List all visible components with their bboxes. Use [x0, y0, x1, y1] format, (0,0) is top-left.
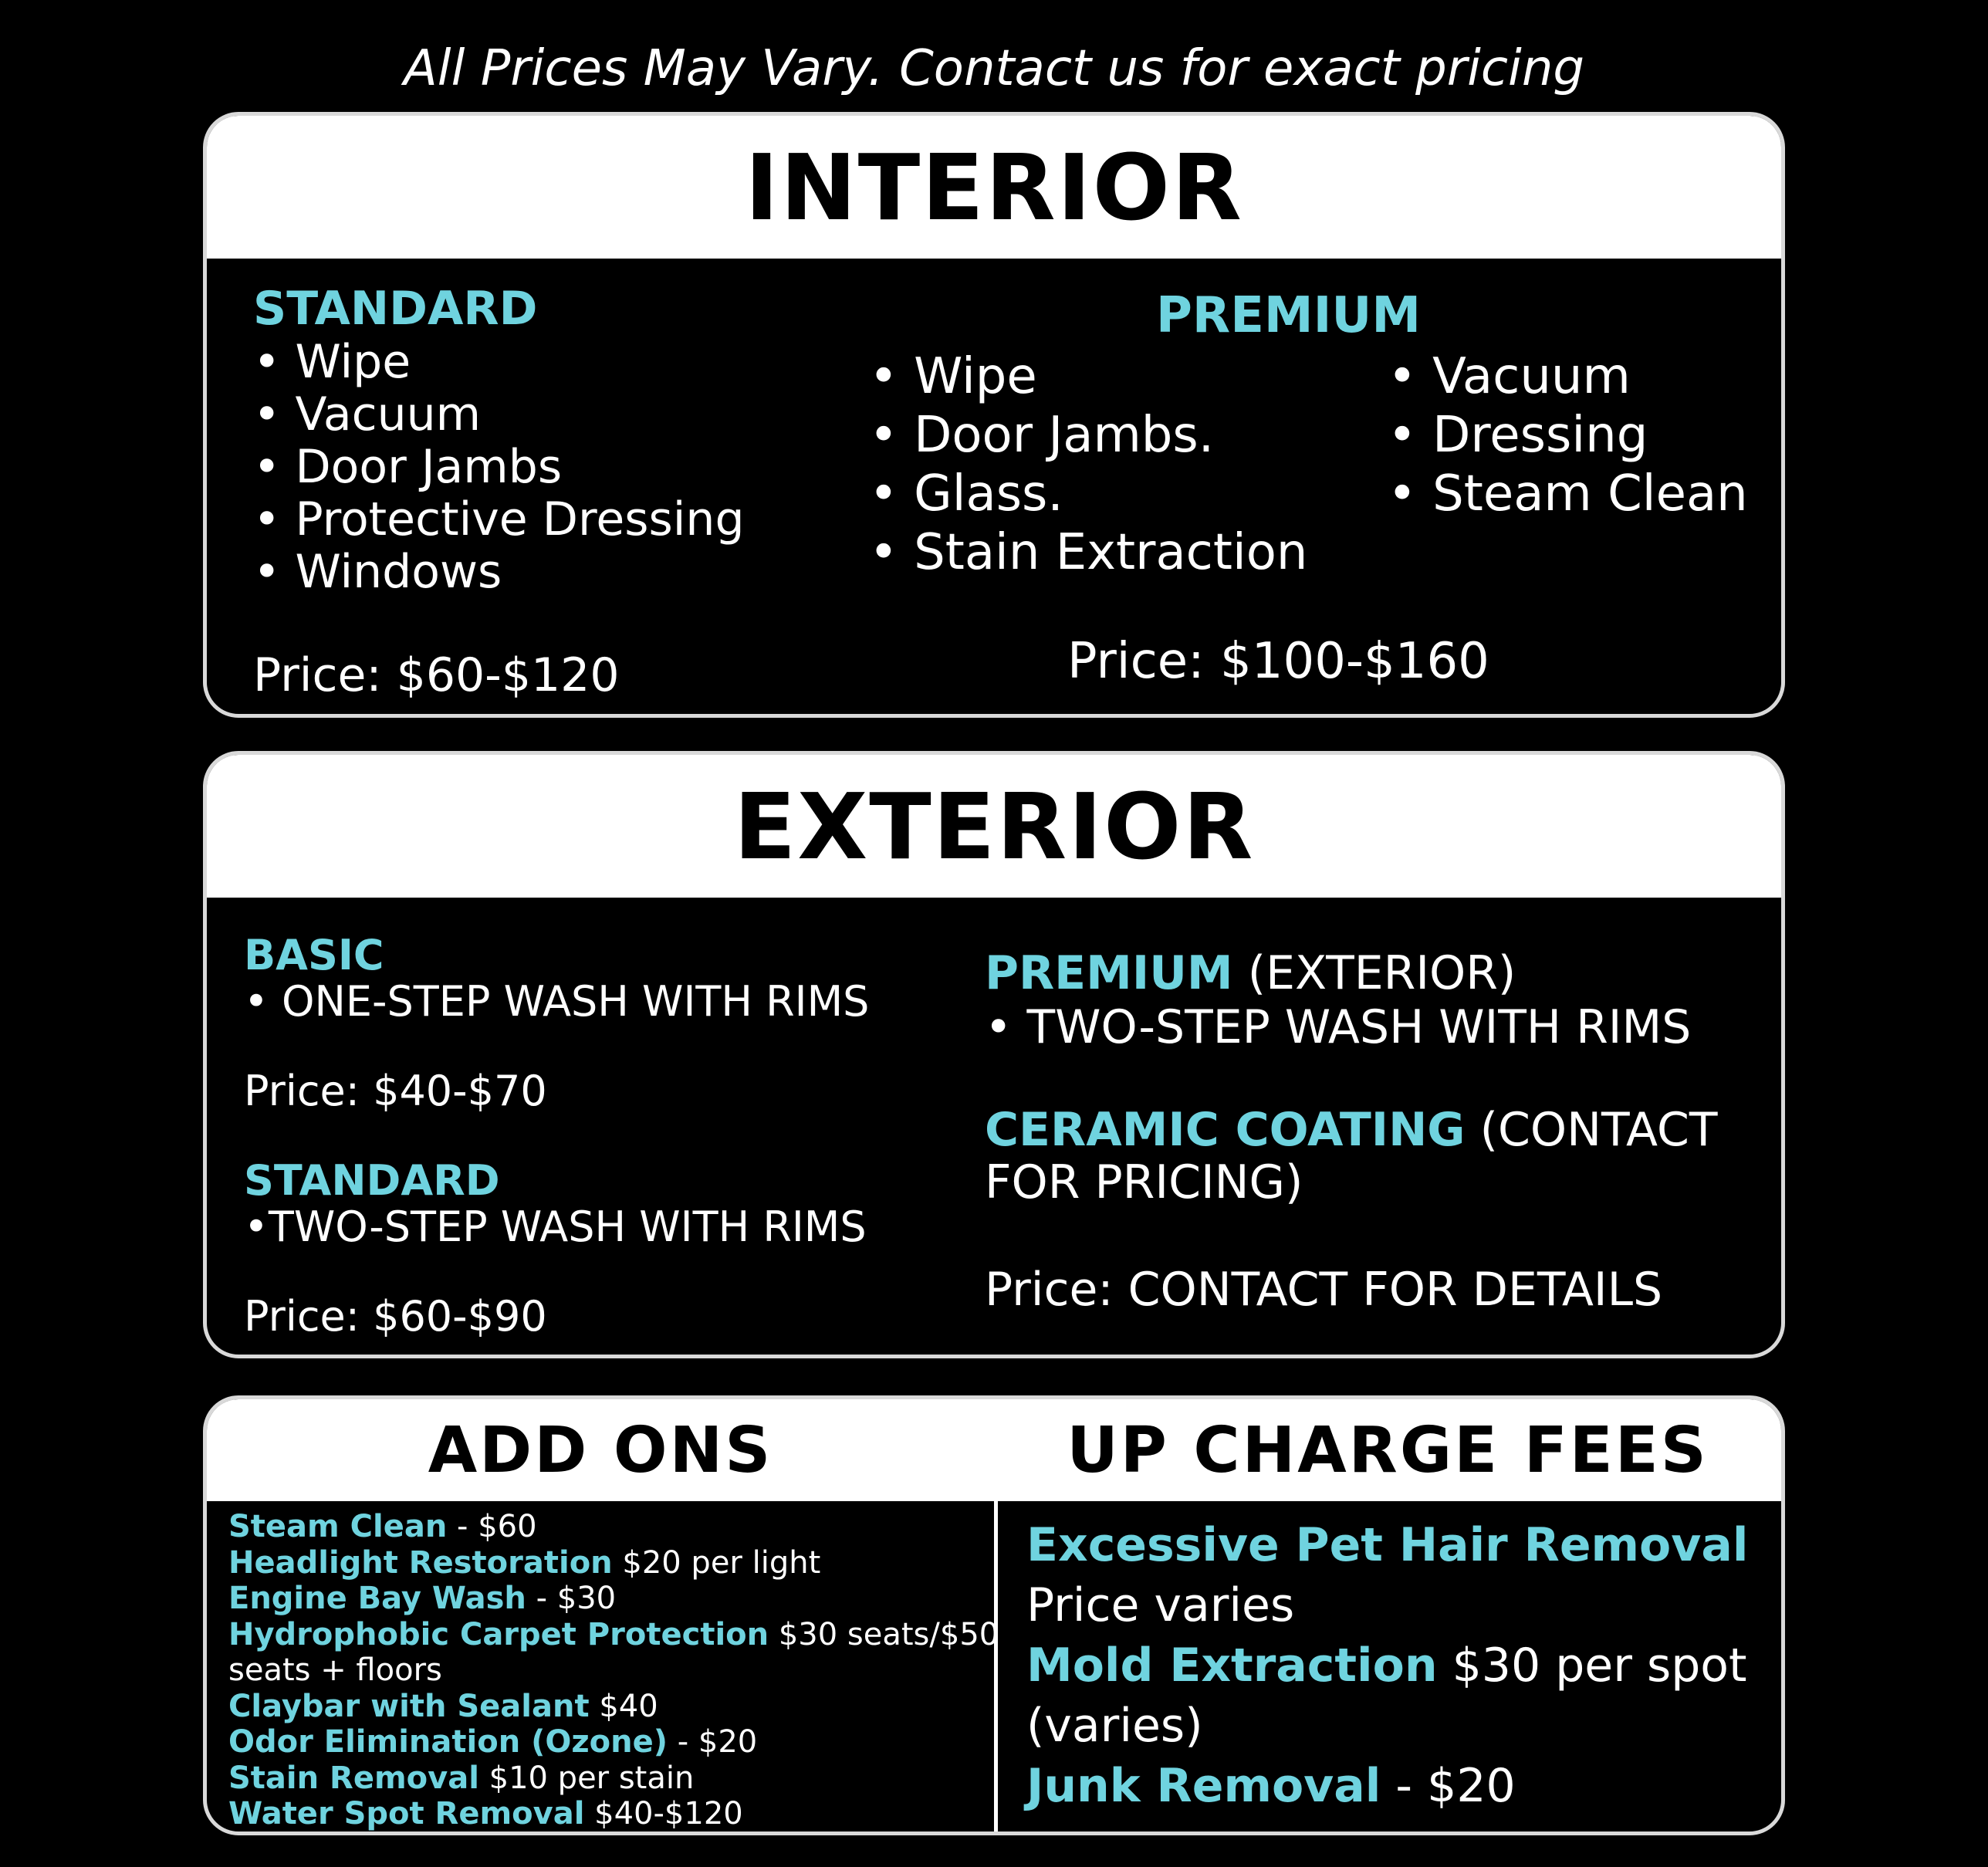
upcharge-price: - $20: [1381, 1759, 1516, 1813]
upcharge-name: Mold Extraction: [1026, 1639, 1438, 1693]
interior-premium-list-right: [1388, 347, 1748, 523]
list-item: • Protective Dressing: [253, 493, 745, 546]
addons-card: [203, 1395, 1785, 1835]
exterior-basic-price: Price: $40-$70: [244, 1067, 547, 1115]
addon-name: Engine Bay Wash: [228, 1581, 526, 1616]
interior-premium-list-left: [869, 347, 1307, 582]
list-item: • Door Jambs: [253, 441, 745, 493]
ceramic-price: Price: CONTACT FOR DETAILS: [985, 1263, 1663, 1317]
exterior-premium-heading: [985, 946, 1516, 1000]
interior-premium-price: Price: $100-$160: [1067, 633, 1489, 690]
addon-name: Odor Elimination (Ozone): [228, 1724, 668, 1760]
addon-name: Headlight Restoration: [228, 1544, 613, 1581]
addon-price: $20 per light: [612, 1544, 821, 1581]
upcharge-price: Price varies: [1026, 1578, 1295, 1632]
addons-title: ADD ONS: [428, 1413, 773, 1487]
addon-name: Claybar with Sealant: [228, 1688, 590, 1724]
ceramic-suffix: (CONTACT FOR PRICING): [985, 1103, 1718, 1209]
exterior-premium-suffix: (EXTERIOR): [1232, 946, 1516, 1000]
interior-premium-title: PREMIUM: [1156, 287, 1422, 344]
exterior-premium-item: • TWO-STEP WASH WITH RIMS: [985, 1000, 1692, 1054]
addon-name: Water Spot Removal: [228, 1796, 585, 1831]
exterior-premium-title: PREMIUM: [985, 946, 1233, 1000]
list-item: [1026, 1575, 1767, 1635]
list-item: • Wipe: [869, 347, 1307, 406]
addon-name: Steam Clean: [228, 1509, 448, 1544]
exterior-standard-price: Price: $60-$90: [244, 1292, 547, 1341]
addon-price: $40: [589, 1688, 658, 1724]
list-item: [228, 1760, 992, 1797]
column-divider: [994, 1501, 998, 1835]
list-item: • Steam Clean: [1388, 465, 1748, 523]
addons-header: [207, 1399, 1781, 1501]
upcharge-name: Excessive Pet Hair Removal: [1026, 1518, 1749, 1572]
list-item: • Wipe: [253, 336, 745, 388]
ceramic-title: CERAMIC COATING: [985, 1103, 1466, 1157]
exterior-basic-title: BASIC: [244, 931, 384, 979]
list-item: [228, 1616, 999, 1653]
ceramic-heading: [985, 1104, 1764, 1209]
addon-price: seats + floors: [228, 1652, 442, 1688]
upcharge-title: UP CHARGE FEES: [1067, 1413, 1709, 1487]
list-item: • Vacuum: [253, 388, 745, 441]
addon-price: - $30: [526, 1581, 617, 1616]
list-item: [228, 1581, 992, 1617]
addon-price: $40-$120: [584, 1796, 743, 1831]
list-item: [1026, 1635, 1767, 1756]
list-item: • Glass.: [869, 465, 1307, 523]
addon-name: Hydrophobic Carpet Protection: [228, 1616, 769, 1652]
addon-price: - $60: [447, 1509, 537, 1544]
upcharge-list: [1026, 1515, 1767, 1816]
addon-price: $30 seats/$50: [769, 1616, 999, 1652]
interior-standard-price: Price: $60-$120: [253, 648, 620, 702]
disclaimer: All Prices May Vary. Contact us for exact pricing: [404, 40, 1584, 97]
interior-standard-title: STANDARD: [253, 282, 538, 336]
list-item: [228, 1545, 992, 1581]
addon-price: $10 per stain: [478, 1760, 695, 1796]
list-item: [228, 1796, 992, 1832]
addons-list: [228, 1509, 999, 1832]
exterior-standard-title: STANDARD: [244, 1156, 500, 1205]
upcharge-price: $30 per spot (varies): [1026, 1639, 1747, 1753]
interior-card: [203, 112, 1785, 718]
exterior-basic-item: • ONE-STEP WASH WITH RIMS: [244, 977, 870, 1026]
list-item: [228, 1509, 992, 1545]
list-item: • Windows: [253, 546, 745, 598]
list-item: [228, 1724, 992, 1760]
list-item: [228, 1689, 992, 1725]
addon-price: - $20: [668, 1724, 758, 1760]
list-item: • Vacuum: [1388, 347, 1748, 406]
exterior-title: EXTERIOR: [207, 755, 1781, 898]
interior-title: INTERIOR: [207, 116, 1781, 259]
list-item: [1026, 1756, 1767, 1816]
list-item: • Door Jambs.: [869, 406, 1307, 465]
interior-standard-list: [253, 336, 745, 598]
list-item: [228, 1652, 992, 1689]
list-item: • Stain Extraction: [869, 523, 1307, 582]
list-item: [1026, 1515, 1767, 1575]
upcharge-name: Junk Removal: [1026, 1759, 1381, 1813]
addon-name: Stain Removal: [228, 1760, 479, 1796]
exterior-card: [203, 751, 1785, 1358]
list-item: • Dressing: [1388, 406, 1748, 465]
exterior-standard-item: •TWO-STEP WASH WITH RIMS: [244, 1202, 867, 1251]
